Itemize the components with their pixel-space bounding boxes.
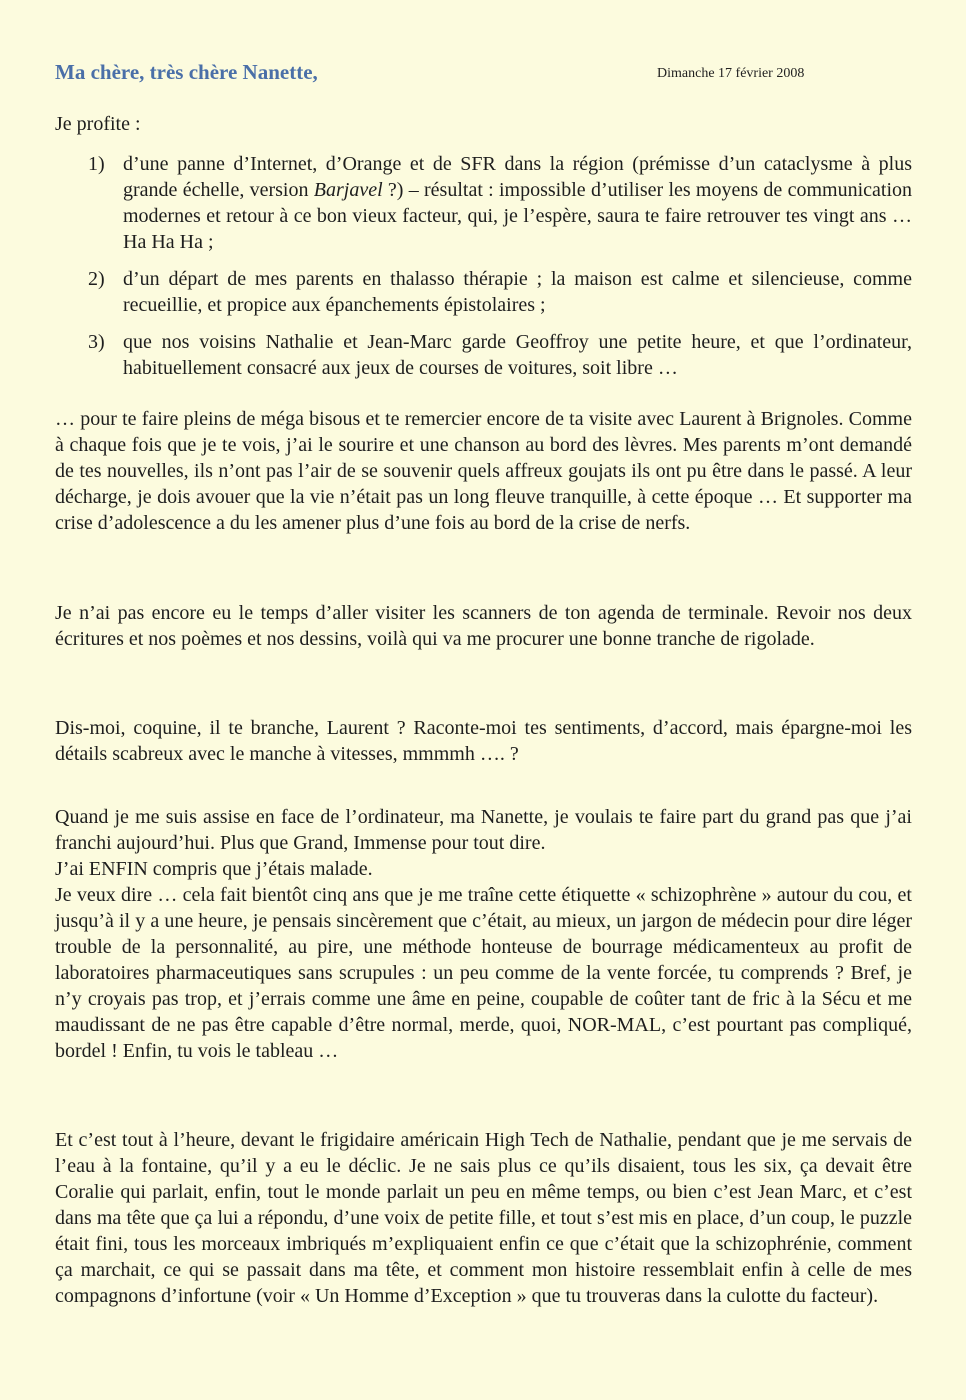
salutation: Ma chère, très chère Nanette, xyxy=(55,60,318,84)
list-text: que nos voisins Nathalie et Jean-Marc garde Geoffroy une petite heure, et que l’ordinateur, habituellement consacré aux jeux de courses de voitures, soit libre … xyxy=(123,331,912,379)
list-number: 2) xyxy=(88,268,105,290)
paragraph-text: Je n’ai pas encore eu le temps d’aller visiter les scanners de ton agenda de terminale. Revoir nos deux écritures et nos poèmes et nos dessins, voilà qui va me procurer une bonne tranche de rigolade. xyxy=(55,602,912,650)
paragraph-text: Dis-moi, coquine, il te branche, Laurent ? Raconte-moi tes sentiments, d’accord, mais épargne-moi les détails scabreux avec le manche à vitesses, mmmmh …. ? xyxy=(55,717,912,765)
list-item xyxy=(88,266,912,318)
paragraph xyxy=(55,600,912,652)
list-item xyxy=(88,329,912,381)
list-number: 3) xyxy=(88,331,105,353)
paragraph-text: Je veux dire … cela fait bientôt cinq ans que je me traîne cette étiquette « schizophrène » autour du cou, et jusqu’à il y a une heure, je pensais sincèrement que c’était, au mieux, un jargon de médecin pour dire léger trouble de la personnalité, au pire, une méthode honteuse de bourrage médicamenteux au profit de laboratoires pharmaceutiques sans scrupules : un peu comme de la vente forcée, tu comprends ? Bref, je n’y croyais pas trop, et j’errais comme une âme en peine, coupable de coûter tant de fric à la Sécu et me maudissant de ne pas être capable d’être normal, merde, quoi, NOR-MAL, c’est pourtant pas compliqué, bordel ! Enfin, tu vois le tableau … xyxy=(55,884,912,1062)
paragraph-text: Et c’est tout à l’heure, devant le frigidaire américain High Tech de Nathalie, pendant que je me servais de l’eau à la fontaine, qu’il y a eu le déclic. Je ne sais plus ce qu’ils disaient, tous les six, ça devait être Coralie qui parlait, enfin, tout le monde parlait un peu en même temps, ou bien c’est Jean Marc, et c’est dans ma tête que ça lui a répondu, d’une voix de petite fille, et tout s’est mis en place, d’un coup, le puzzle était fini, tous les morceaux imbriqués m’expliquaient enfin ce que c’était que la schizophrénie, comment ça marchait, ce qui se passait dans ma tête, et comment mon histoire ressemblait enfin à celle de mes compagnons d’infortune (voir « Un Homme d’Exception » que tu trouveras dans la culotte du facteur). xyxy=(55,1129,912,1307)
list-item xyxy=(88,151,912,255)
italic-reference: Barjavel xyxy=(313,179,383,201)
letter-date: Dimanche 17 février 2008 xyxy=(657,66,805,81)
paragraph-text: … pour te faire pleins de méga bisous et te remercier encore de ta visite avec Laurent à Brignoles. Comme à chaque fois que je te vois, j’ai le sourire et une chanson au bord des lèvres. Mes parents m’ont demandé de tes nouvelles, ils n’ont pas l’air de se souvenir quels affreux goujats ils ont pu être dans le passé. A leur décharge, je dois avouer que la vie n’était pas un long fleuve tranquille, à cette époque … Et supporter ma crise d’adolescence a du les amener plus d’une fois au bord de la crise de nerfs. xyxy=(55,408,912,534)
paragraph xyxy=(55,1127,912,1309)
paragraph xyxy=(55,804,912,1064)
list-text: d’un départ de mes parents en thalasso thérapie ; la maison est calme et silencieuse, comme recueillie, et propice aux épanchements épistolaires ; xyxy=(123,268,912,316)
list-text: d’une panne d’Internet, d’Orange et de SFR dans la région (prémisse d’un cataclysme à plus grande échelle, version Barjavel ?) – résultat : impossible d’utiliser les moyens de communication modernes et retour à ce bon vieux facteur, qui, je l’espère, saura te faire retrouver tes vingt ans … Ha Ha Ha ; xyxy=(123,153,913,253)
paragraph xyxy=(55,715,912,767)
paragraph xyxy=(55,406,912,536)
list-number: 1) xyxy=(88,153,105,175)
intro-line: Je profite : xyxy=(55,113,141,135)
paragraph-text: Quand je me suis assise en face de l’ordinateur, ma Nanette, je voulais te faire part du grand pas que j’ai franchi aujourd’hui. Plus que Grand, Immense pour tout dire. xyxy=(55,806,912,854)
paragraph-text: J’ai ENFIN compris que j’étais malade. xyxy=(55,858,373,880)
